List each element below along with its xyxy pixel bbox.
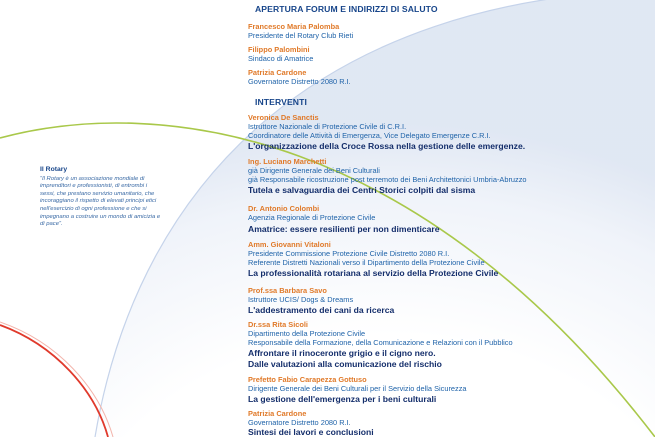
rotary-line: “Il Rotary è un associazione mondiale di: [40, 175, 145, 182]
talk-item: [248, 375, 648, 405]
opening-speaker: [248, 68, 648, 86]
rotary-box: [40, 166, 190, 229]
talk-item: [248, 240, 648, 279]
rotary-line: sessi, che prestano servizio umanitario, che: [40, 190, 155, 197]
speaker-role: Governatore Distretto 2080 R.I.: [248, 77, 351, 87]
speaker-role: Responsabile della Formazione, della Comunicazione e Relazioni con il Pubblico: [248, 338, 513, 348]
talk-item: [248, 409, 648, 438]
talk-title: L'addestramento dei cani da ricerca: [248, 305, 395, 316]
speaker-role: Istruttore Nazionale di Protezione Civile di C.R.I.: [248, 122, 407, 132]
speaker-role: Presidente del Rotary Club Rieti: [248, 31, 354, 41]
speaker-name: Prefetto Fabio Carapezza Gottuso: [248, 375, 367, 384]
speaker-role: Governatore Distretto 2080 R.I.: [248, 418, 351, 428]
talk-title: Sintesi dei lavori e conclusioni: [248, 427, 374, 438]
speaker-name: Ing. Luciano Marchetti: [248, 157, 327, 166]
opening-speaker: [248, 45, 648, 63]
speaker-name: Prof.ssa Barbara Savo: [248, 286, 327, 295]
speaker-role: Coordinatore delle Attività di Emergenza, Vice Delegato Emergenze C.R.I.: [248, 131, 491, 141]
speaker-name: Filippo Palombini: [248, 45, 310, 54]
speaker-role: già Responsabile ricostruzione post terremoto dei Beni Architettonici Umbria-Abruzzo: [248, 175, 527, 185]
rotary-line: di pace”.: [40, 221, 63, 228]
talks-heading: INTERVENTI: [255, 97, 307, 107]
opening-heading: APERTURA FORUM E INDIRIZZI DI SALUTO: [255, 4, 438, 14]
speaker-name: Patrizia Cardone: [248, 409, 307, 418]
speaker-role: Dipartimento della Protezione Civile: [248, 329, 366, 339]
opening-speaker: [248, 22, 648, 40]
rotary-line: impegnano a costruire un mondo di amicizia e: [40, 213, 161, 220]
speaker-role: Dirigente Generale dei Beni Culturali per il Servizio della Sicurezza: [248, 384, 467, 394]
talk-item: [248, 113, 648, 152]
speaker-role: Sindaco di Amatrice: [248, 54, 314, 64]
talk-title: Amatrice: essere resilienti per non dimenticare: [248, 224, 440, 235]
red-arc: [0, 325, 108, 437]
speaker-name: Patrizia Cardone: [248, 68, 307, 77]
rotary-line: incoraggiano il rispetto di elevati principi etici: [40, 198, 157, 205]
speaker-role: Istruttore UCIS/ Dogs & Dreams: [248, 295, 354, 305]
talk-item: [248, 204, 648, 235]
speaker-name: Dr.ssa Rita Sicoli: [248, 320, 308, 329]
speaker-role: Agenzia Regionale di Protezione Civile: [248, 213, 376, 223]
speaker-name: Veronica De Sanctis: [248, 113, 319, 122]
speaker-name: Francesco Maria Palomba: [248, 22, 340, 31]
speaker-role: Presidente Commissione Protezione Civile Distretto 2080 R.I.: [248, 249, 450, 259]
rotary-line: nell'esercizio di ogni professione e che si: [40, 205, 147, 212]
talk-title: La gestione dell'emergenza per i beni culturali: [248, 394, 437, 405]
speaker-role: Referente Distretti Nazionali verso il Dipartimento della Protezione Civile: [248, 258, 485, 268]
talk-title: Affrontare il rinoceronte grigio e il cigno nero.: [248, 347, 436, 358]
talk-title: La professionalità rotariana al servizio della Protezione Civile: [248, 267, 499, 278]
talk-item: [248, 320, 648, 370]
speaker-role: già Dirigente Generale dei Beni Culturali: [248, 166, 380, 176]
talk-title: Dalle valutazioni alla comunicazione del rischio: [248, 358, 442, 369]
talk-item: [248, 286, 648, 316]
speaker-name: Amm. Giovanni Vitaloni: [248, 240, 331, 249]
red-arc-glow: [0, 322, 113, 437]
rotary-heading: Il Rotary: [40, 166, 68, 173]
talk-title: Tutela e salvaguardia dei Centri Storici colpiti dal sisma: [248, 184, 476, 195]
talk-item: [248, 157, 648, 196]
rotary-line: imprenditori e professionisti, di entrombi i: [40, 183, 148, 190]
speaker-name: Dr. Antonio Colombi: [248, 204, 320, 213]
talk-title: L'organizzazione della Croce Rossa nella gestione delle emergenze.: [248, 140, 526, 151]
